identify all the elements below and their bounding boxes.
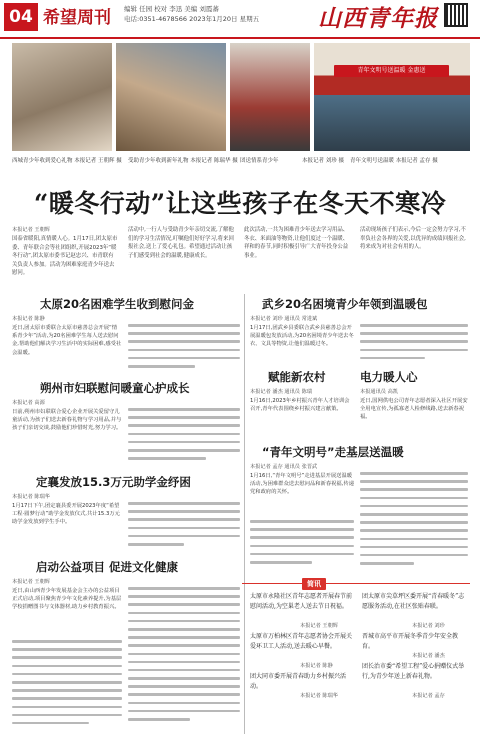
photo-caption-1: 西城青少年收到爱心礼物 本报记者 王朝辉 摄	[12, 158, 122, 164]
photo-caption-3: 团送情系青少年	[240, 158, 279, 164]
brief-byline-5: 本报记者 潘杰	[412, 653, 445, 659]
text-qidong-cont	[128, 587, 240, 726]
lead-article	[12, 226, 468, 286]
article-title-shuozhou: 朔州市妇联慰问暖童心护成长	[40, 381, 190, 395]
text-taiyuan-cont	[128, 324, 240, 373]
text-shuozhou-cont	[128, 408, 240, 465]
newspaper-logo: 山西青年报	[318, 5, 438, 32]
brief-byline-1: 本报记者 王朝辉	[300, 623, 338, 629]
text-qingnian-cont	[360, 472, 468, 570]
brief-item-4: 团太原市尖草坪区委开展“青春暖冬”志愿服务活动,在社区张贴春联。	[362, 593, 465, 610]
editor-info: 编辑 任园 校对 李迅 美编 刘霞蕃	[124, 5, 219, 13]
page-number: 04	[4, 3, 38, 31]
brief-rule	[242, 583, 470, 584]
article-title-fuxin: 赋能新农村	[268, 370, 326, 384]
text-fuxin: 1月16日,2023年乡村振兴青年人才培训会召开,青年代表围绕乡村振兴建言献策。	[250, 398, 350, 413]
article-title-qidong: 启动公益项目 促进文化健康	[36, 560, 179, 574]
brief-item-5: 晋城市高平市开展冬季青少年安全教育。	[362, 633, 459, 650]
byline-fuxin: 本报记者 潘杰 通讯员 陈瑞	[250, 389, 313, 395]
byline-dianli: 本报通讯员 高凯	[360, 389, 398, 395]
text-taiyuan: 近日,团太原市委联合太原市慈善总会开展“情系青少年”活动,为20名困难学生每人送去慰问金,帮助他们解决学习生活中的实际困难,感受社会温暖。	[12, 325, 122, 356]
photo-1	[12, 43, 112, 151]
article-title-taiyuan: 太原20名困难学生收到慰问金	[40, 297, 195, 311]
brief-byline-3: 本报记者 陈瑞华	[300, 693, 338, 699]
brief-item-6: 团长治市委“希望工程”爱心捐赠仪式举行,为青少年送上新春礼物。	[362, 663, 465, 680]
brief-byline-2: 本报记者 陈静	[300, 663, 333, 669]
lead-byline: 本报记者 王朝辉	[12, 227, 50, 233]
brief-item-1: 太原市永隆社区青年志愿者开展春节前慰问活动,为空巢老人送去节日祝福。	[250, 593, 353, 610]
text-qingnian: 1月16日,“青年文明号”走进基层开展送温暖活动,为困难群众送去慰问品和新春祝福,传递党和政府的关怀。	[250, 473, 354, 496]
masthead-rule	[0, 37, 480, 39]
lead-column-4: 活动现场孩子们表示,今后一定会努力学习,不辜负社会各界的关爱,以优异的成绩回报社会,将来成为对社会有用的人。	[360, 227, 466, 251]
byline-dingxiang: 本报记者 陈瑞华	[12, 494, 50, 500]
lead-column-2: 活动中,一行人与受助青少年亲切交流,了解他们的学习生活情况,叮嘱他们好好学习,将来回报社会,送上了爱心礼包。希望通过活动让孩子们感受到社会的温暖,健康成长。	[128, 227, 234, 259]
text-qidong: 近日,由山西青少年发展基金会主办的公益项目正式启动,项目聚焦青少年文化素养提升,为基层学校捐赠图书与文体器材,助力乡村教育振兴。	[12, 588, 122, 611]
brief-item-3: 团大同市委开展青春助力乡村振兴活动。	[250, 673, 347, 690]
brief-byline-6: 本报记者 孟存	[412, 693, 445, 699]
byline-wuxiang: 本报记者 刘珍 通讯员 常进斌	[250, 316, 318, 322]
main-headline: “暖冬行动”让这些孩子在冬天不寒冷	[33, 189, 447, 218]
photo-3	[230, 43, 310, 151]
qr-code-icon	[444, 3, 468, 27]
text-wuxiang: 1月17日,团武乡县委联合武乡县慈善总会开展温暖包发放活动,为20名困境青少年送去冬衣、文具等物资,让他们温暖过冬。	[250, 325, 354, 348]
text-shuozhou: 日前,朔州市妇联联合爱心企业开展关爱留守儿童活动,为孩子们送去新春礼物与学习用品,并与孩子们亲切交谈,鼓励他们珍惜时光,努力学习。	[12, 409, 122, 432]
article-title-dianli: 电力暖人心	[360, 370, 418, 384]
lead-column-1: 国泰省暖阳,真情暖人心。1月17日,团太原市委、青年联合会等社团组织,开展2023年“暖冬行动”,团太原市委书记赵忠兴、市青联有关负责人参加。活动为困难家庭青少年送去慰问。	[12, 236, 118, 277]
brief-tag: 简讯	[302, 578, 326, 590]
byline-taiyuan: 本报记者 陈静	[12, 316, 45, 322]
byline-shuozhou: 本报记者 高源	[12, 400, 45, 406]
article-title-wuxiang: 武乡20名困境青少年领到温暖包	[262, 297, 428, 311]
photo-caption-2: 受助青少年收到新年礼物 本报记者 陈瑞华 摄	[128, 158, 238, 164]
text-dingxiang: 1月17日下午,团定襄县委开展2023年度“希望工程·圆梦行动”助学金发放仪式,共计15.3万元助学金发放到学生手中。	[12, 503, 120, 526]
article-title-dingxiang: 定襄发放15.3万元助学金纾困	[36, 475, 191, 489]
issue-meta: 电话:0351-4678566 2023年1月20日 星期五	[124, 15, 260, 23]
photo-2	[116, 43, 226, 151]
text-wuxiang-cont	[360, 324, 468, 365]
article-title-qingnian: “青年文明号”走基层送温暖	[262, 445, 404, 459]
text-qidong-more	[12, 640, 122, 730]
text-qingnian-more	[250, 520, 354, 569]
text-dingxiang-cont	[128, 502, 240, 551]
section-title: 希望周刊	[43, 8, 111, 28]
photo-caption-4: 本报记者 刘珍 摄	[302, 158, 344, 164]
photo-caption-5: 青年文明号送温暖 本报记者 孟存 摄	[350, 158, 438, 164]
brief-byline-4: 本报记者 刘珍	[412, 623, 445, 629]
byline-qidong: 本报记者 王朝辉	[12, 579, 50, 585]
brief-item-2: 太原市万柏林区青年志愿者协会开展关爱环卫工人活动,送去暖心早餐。	[250, 633, 353, 650]
photo-4	[314, 43, 470, 151]
masthead	[0, 0, 480, 36]
text-dianli: 近日,国网供电公司青年志愿者深入社区开展安全用电宣传,为孤寡老人检修线路,送去新春祝福。	[360, 398, 468, 421]
photo-banner: 青年文明号送温暖 金惠送	[334, 65, 449, 77]
photo-strip	[0, 43, 480, 173]
column-divider	[244, 294, 245, 734]
byline-qingnian: 本报记者 孟存 通讯员 张晋武	[250, 464, 318, 470]
lead-column-3: 此次活动,一共为困难青少年送去学习用品、冬衣、米面油等物资,让他们度过一个温暖、祥和的春节,同时积极引导广大青年投身公益事业。	[244, 227, 349, 259]
